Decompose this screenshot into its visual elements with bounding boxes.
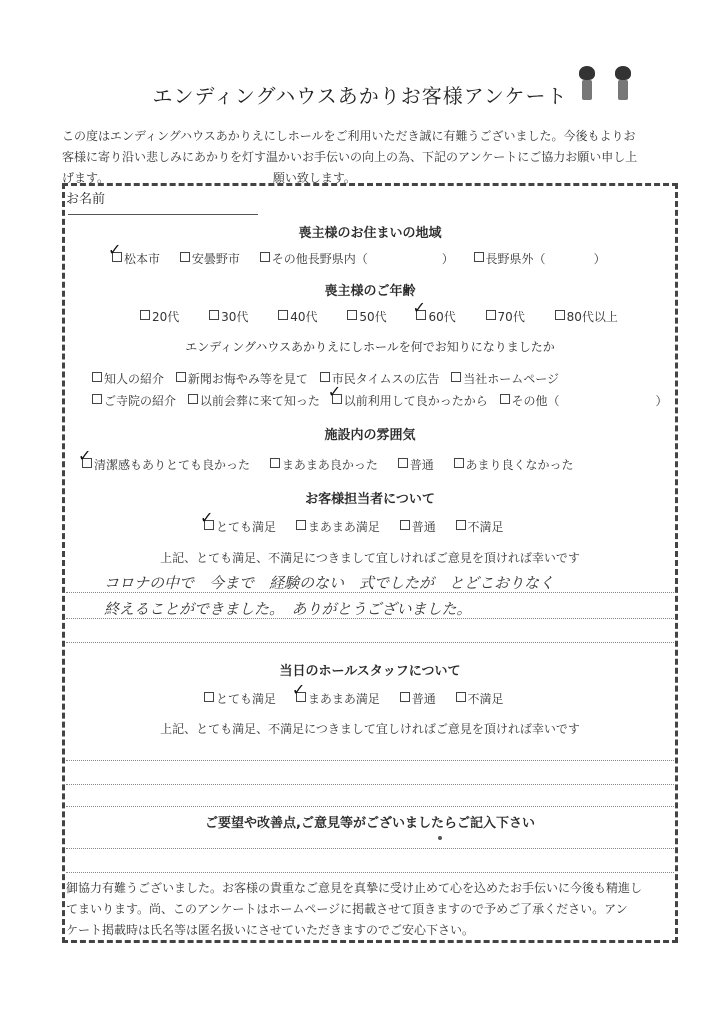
age-options [140,298,618,325]
residence-options [108,240,622,267]
option-age-20s[interactable]: 20代 [140,308,179,325]
document-title: エンディングハウスあかりお客様アンケート [152,84,568,108]
source-options-row-1 [92,370,559,387]
footer-line-3: ケート掲載時は氏名等は匿名扱いにさせていただきますのでご安心下さい。 [66,923,475,937]
section-source-title: エンディングハウスあかりえにしホールを何でお知りになりましたか [185,340,555,354]
comment-line-3 [66,642,674,643]
staff-in-charge-options [200,508,504,535]
name-label: お名前 [66,192,106,207]
option-age-70s[interactable]: 70代 [486,308,525,325]
footer-line-2: てまいります。尚、このアンケートはホームページに掲載させて頂きますので予めご了承ください。アン [66,902,628,916]
comment-line-7 [66,848,674,849]
option-homepage[interactable]: 当社ホームページ [451,370,559,387]
option-age-60s[interactable]: ✓ 60代 [412,298,456,324]
option-temple[interactable]: ご寺院の紹介 [92,392,176,409]
staff-illustration-2 [614,66,632,102]
option-other-nagano[interactable]: その他長野県内（ ） [260,250,454,267]
intro-line-2: 客様に寄り沿い悲しみにあかりを灯す温かいお手伝いの向上の為、下記のアンケートにご協力お願い申し上 [62,150,638,164]
option-outside-nagano[interactable]: 長野県外（ ） [474,250,606,267]
option-very-clean[interactable]: ✓ 清潔感もありとても良かった [78,446,251,472]
option-staff-dissatisfied[interactable]: 不満足 [456,518,504,535]
option-age-40s[interactable]: 40代 [278,308,317,325]
comment-line-5 [66,784,674,785]
hall-staff-note: 上記、とても満足、不満足につきまして宜しければご意見を頂ければ幸いです [160,722,580,736]
option-age-30s[interactable]: 30代 [209,308,248,325]
section-hall-staff-title: 当日のホールスタッフについて [279,664,461,679]
option-past-use[interactable]: ✓ 以前利用して良かったから [327,382,488,408]
option-staff-average[interactable]: 普通 [400,518,436,535]
comment-line-4 [66,760,674,761]
option-azumino[interactable]: 安曇野市 [180,250,240,267]
section-requests-title: ご要望や改善点,ご意見等がございましたらご記入下さい [205,816,535,831]
option-past-funeral[interactable]: 以前会葬に来て知った [188,392,320,409]
handwritten-comment-line-1: コロナの中で 今まで 経験のない 式でしたが とどこおりなく [104,574,555,592]
option-hall-fairly-satisfied[interactable]: ✓ まあまあ満足 [291,680,380,706]
option-hall-average[interactable]: 普通 [400,690,436,707]
section-age-title: 喪主様のご年齢 [324,284,416,299]
comment-line-8 [66,872,674,873]
comment-line-6 [66,806,674,807]
staff-in-charge-note: 上記、とても満足、不満足につきまして宜しければご意見を頂ければ幸いです [160,551,580,565]
handwritten-comment-line-2: 終えることができました。 ありがとうございました。 [104,600,472,618]
staff-illustration-1 [578,66,596,102]
option-acquaintance[interactable]: 知人の紹介 [92,370,164,387]
section-staff-in-charge-title: お客様担当者について [305,492,435,507]
option-average[interactable]: 普通 [398,456,434,473]
name-field[interactable] [68,214,258,215]
comment-line-1 [66,592,674,593]
intro-text [62,126,682,189]
option-matsumoto[interactable]: ✓ 松本市 [108,240,161,266]
source-options-row-2 [92,382,668,409]
option-times-ad[interactable]: 市民タイムスの広告 [320,370,440,387]
comment-line-2 [66,618,674,619]
option-fairly-good[interactable]: まあまあ良かった [270,456,378,473]
option-staff-fairly-satisfied[interactable]: まあまあ満足 [296,518,380,535]
option-age-50s[interactable]: 50代 [347,308,386,325]
section-residence-title: 喪主様のお住まいの地域 [298,226,442,241]
ink-dot [438,836,442,840]
intro-line-3: げます。 願い致します。 [62,171,356,185]
option-staff-very-satisfied[interactable]: ✓ とても満足 [200,508,277,534]
option-hall-dissatisfied[interactable]: 不満足 [456,690,504,707]
footer-text [66,878,674,941]
intro-line-1: この度はエンディングハウスあかりえにしホールをご利用いただき誠に有難うございました。今後もよりお [62,129,636,143]
option-age-80s-plus[interactable]: 80代以上 [555,308,618,325]
option-not-good[interactable]: あまり良くなかった [454,456,574,473]
option-newspaper[interactable]: 新聞お悔やみ等を見て [176,370,308,387]
hall-staff-options [204,680,504,707]
atmosphere-options [78,446,574,473]
footer-line-1: 御協力有難うございました。お客様の貴重なご意見を真摯に受け止めて心を込めたお手伝いに今後も精進し [66,881,643,895]
option-hall-very-satisfied[interactable]: とても満足 [204,690,276,707]
option-other[interactable]: その他（ ） [500,392,668,409]
section-atmosphere-title: 施設内の雰囲気 [324,428,416,443]
